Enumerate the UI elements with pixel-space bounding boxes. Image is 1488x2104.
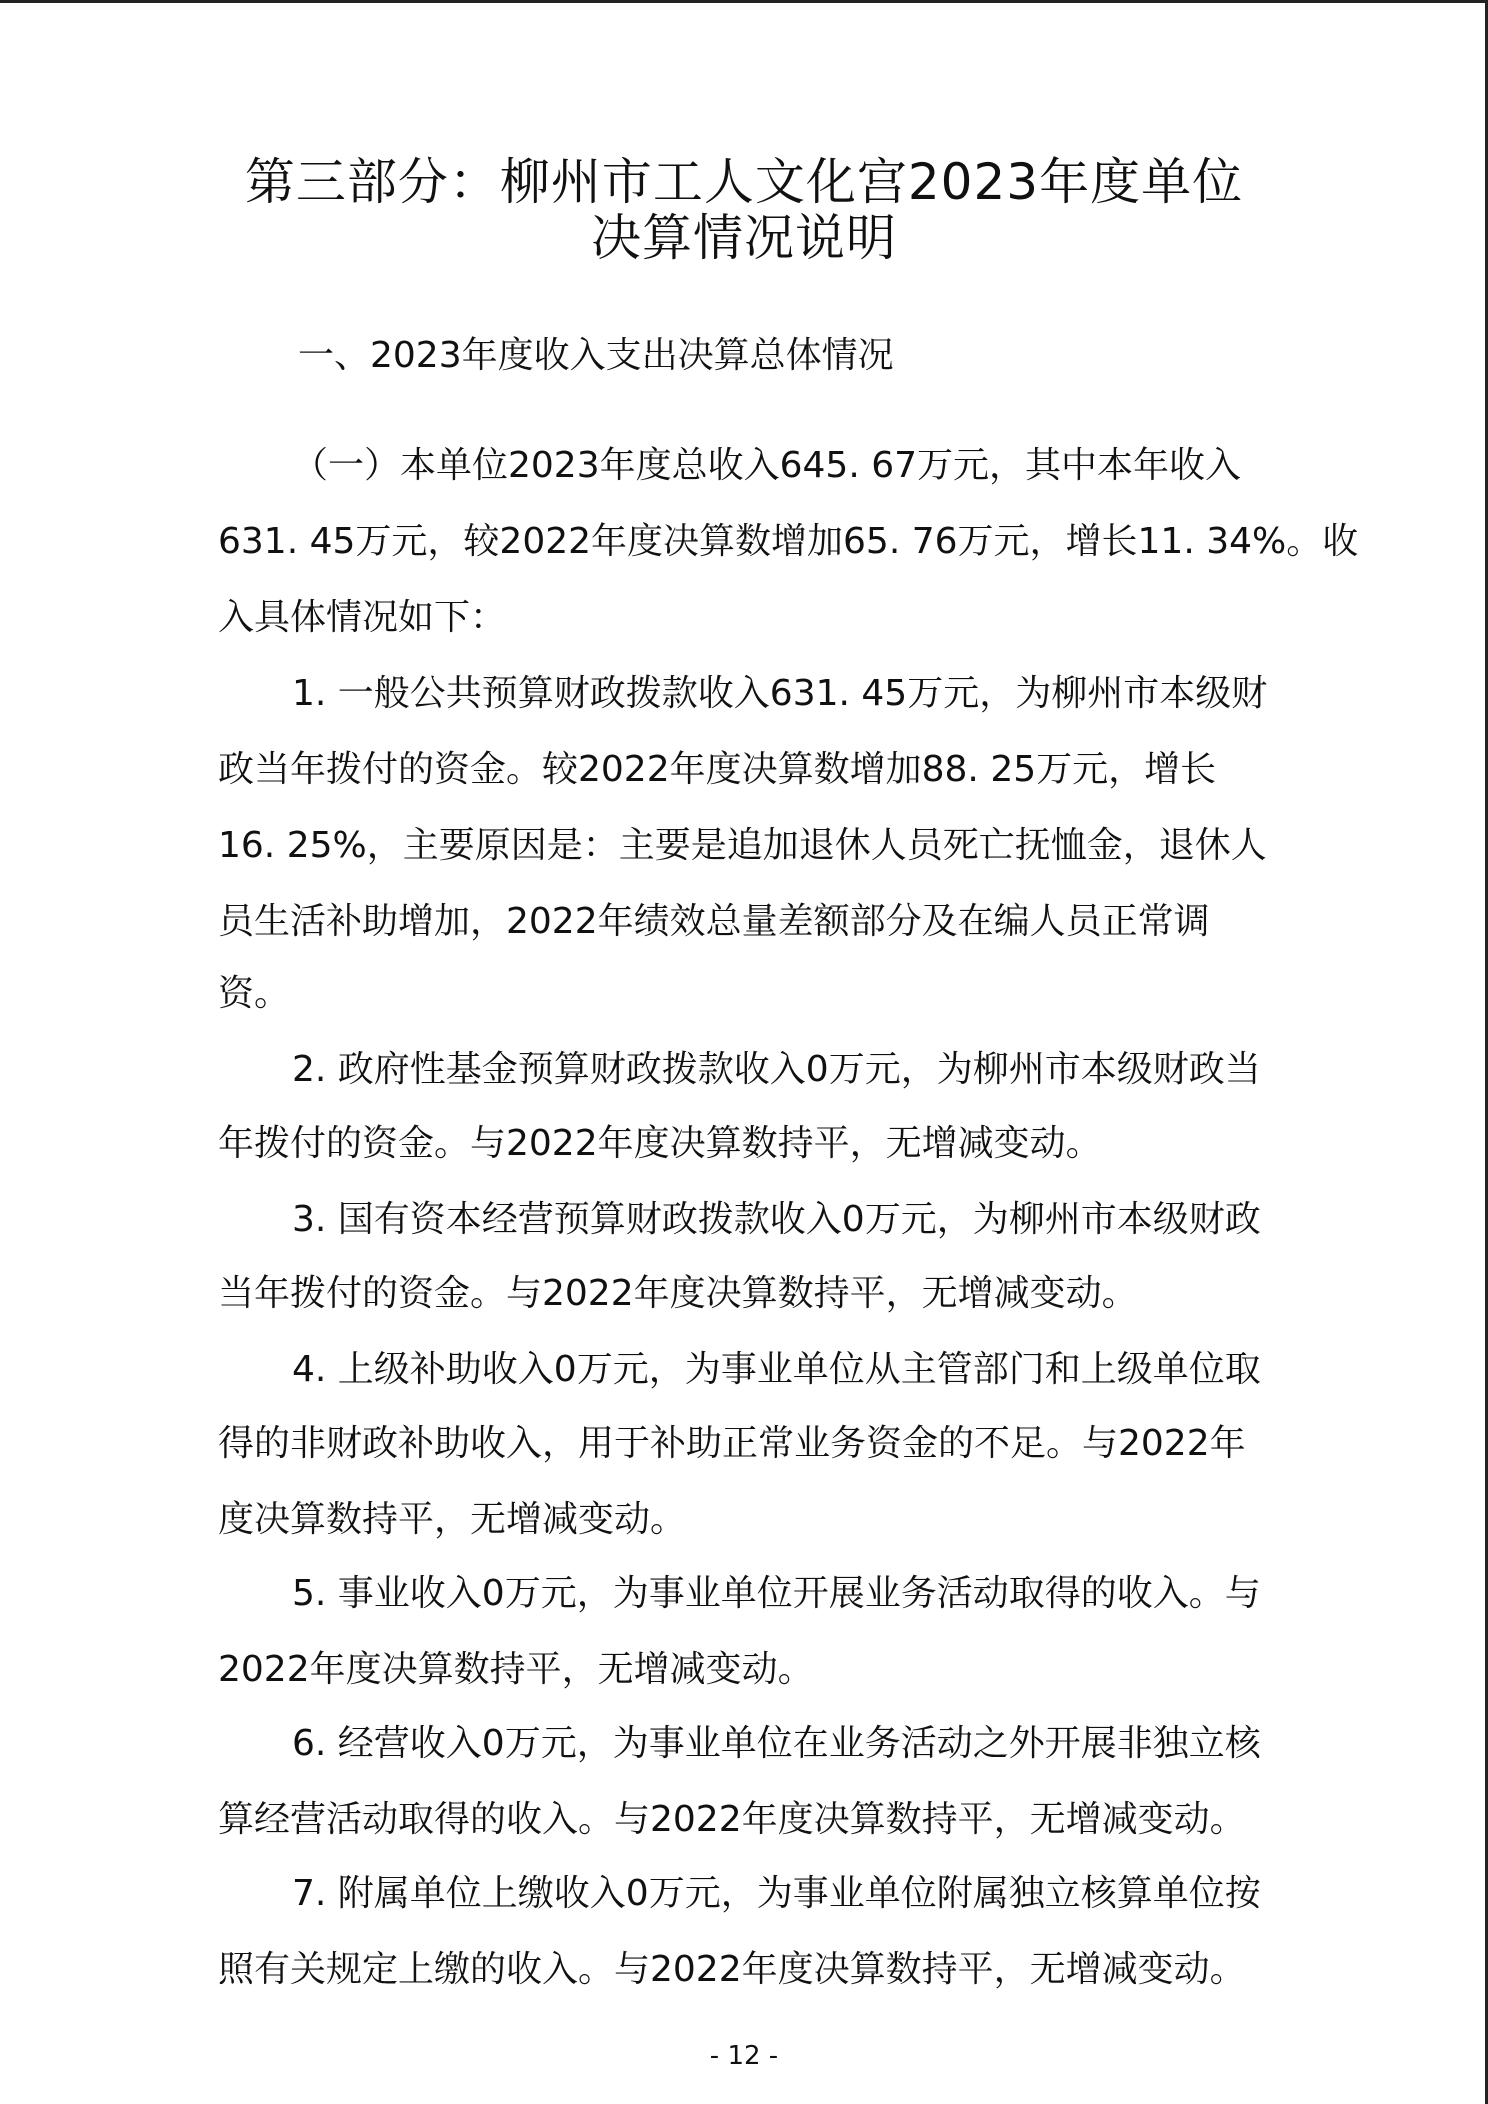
paragraph-line: 算经营活动取得的收入。与2022年度决算数持平，无增减变动。 <box>218 1799 1246 1840</box>
page-border-top <box>0 0 1488 3</box>
paragraph-line: 当年拨付的资金。与2022年度决算数持平，无增减变动。 <box>218 1273 1138 1314</box>
paragraph-line: 1. 一般公共预算财政拨款收入631. 45万元，为柳州市本级财 <box>292 673 1268 714</box>
paragraph-line: 员生活补助增加，2022年绩效总量差额部分及在编人员正常调 <box>218 901 1210 942</box>
paragraph-line: 16. 25%，主要原因是：主要是追加退休人员死亡抚恤金，退休人 <box>218 825 1267 866</box>
paragraph-line: 7. 附属单位上缴收入0万元，为事业单位附属独立核算单位按 <box>292 1873 1261 1914</box>
paragraph-line: 年拨付的资金。与2022年度决算数持平，无增减变动。 <box>218 1123 1102 1164</box>
paragraph-line: 入具体情况如下： <box>218 597 507 638</box>
paragraph-line: 2022年度决算数持平，无增减变动。 <box>218 1649 814 1690</box>
document-title-line-2: 决算情况说明 <box>591 209 897 267</box>
paragraph-line: 照有关规定上缴的收入。与2022年度决算数持平，无增减变动。 <box>218 1949 1246 1990</box>
paragraph-line: （一）本单位2023年度总收入645. 67万元，其中本年收入 <box>292 445 1242 486</box>
section-heading: 一、2023年度收入支出决算总体情况 <box>298 335 894 376</box>
paragraph-line: 度决算数持平，无增减变动。 <box>218 1499 687 1540</box>
paragraph-line: 4. 上级补助收入0万元，为事业单位从主管部门和上级单位取 <box>292 1349 1261 1390</box>
paragraph-line: 631. 45万元，较2022年度决算数增加65. 76万元，增长11. 34%。收 <box>218 521 1359 562</box>
paragraph-line: 5. 事业收入0万元，为事业单位开展业务活动取得的收入。与 <box>292 1573 1261 1614</box>
paragraph-line: 政当年拨付的资金。较2022年度决算数增加88. 25万元，增长 <box>218 749 1217 790</box>
document-title-line-1: 第三部分：柳州市工人文化宫2023年度单位 <box>244 153 1244 211</box>
paragraph-line: 得的非财政补助收入，用于补助正常业务资金的不足。与2022年 <box>218 1423 1246 1464</box>
paragraph-line: 3. 国有资本经营预算财政拨款收入0万元，为柳州市本级财政 <box>292 1199 1261 1240</box>
paragraph-line: 2. 政府性基金预算财政拨款收入0万元，为柳州市本级财政当 <box>292 1049 1261 1090</box>
paragraph-line: 6. 经营收入0万元，为事业单位在业务活动之外开展非独立核 <box>292 1723 1261 1764</box>
paragraph-line: 资。 <box>218 973 291 1014</box>
page-number: - 12 - <box>709 2041 779 2071</box>
